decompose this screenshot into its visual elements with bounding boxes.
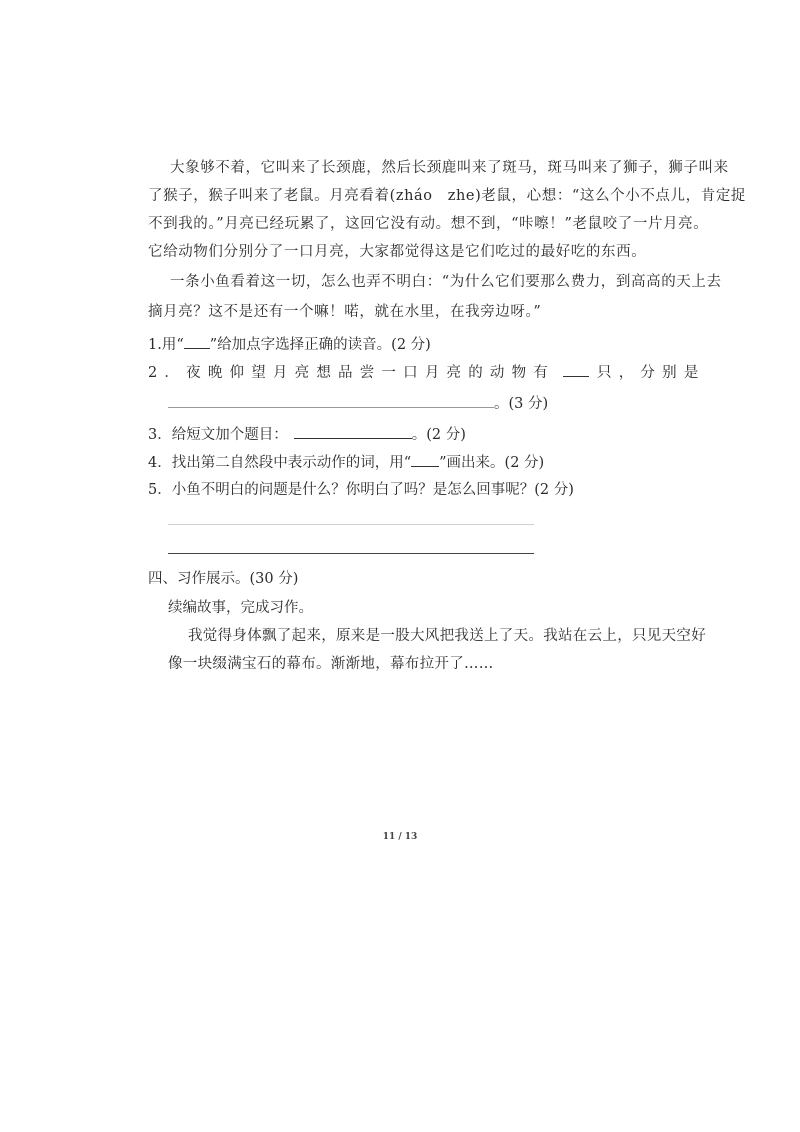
- passage-line: 了猴子，猴子叫来了老鼠。月亮看着(zháo zhe)老鼠，心想：“这么个小不点儿，肯定捉: [148, 188, 747, 204]
- question-1-suffix: ”给加点字选择正确的读音。(2 分): [209, 337, 431, 353]
- writing-instruction: 续编故事，完成习作。: [168, 600, 313, 616]
- question-4-prefix: 4．找出第二自然段中表示动作的词，用“: [148, 455, 412, 471]
- title-blank[interactable]: [294, 424, 412, 439]
- passage-line: 不到我的。”月亮已经玩累了，这回它没有动。想不到，“咔嚓！”老鼠咬了一片月亮。: [148, 216, 709, 232]
- question-1-prefix: 1.用“: [148, 337, 184, 353]
- answer-line-2[interactable]: [168, 553, 534, 554]
- question-5: 5．小鱼不明白的问题是什么？你明白了吗？是怎么回事呢？(2 分): [148, 482, 574, 498]
- answer-line-1[interactable]: [168, 524, 534, 525]
- question-4-suffix: ”画出来。(2 分): [439, 455, 545, 471]
- passage-line: 大象够不着，它叫来了长颈鹿，然后长颈鹿叫来了斑马，斑马叫来了狮子，狮子叫来: [170, 160, 729, 176]
- question-3-suffix: 。(2 分): [411, 427, 466, 443]
- question-2-answer-line: [168, 393, 548, 414]
- question-1: [148, 334, 431, 355]
- underline-mark-sample: [184, 334, 210, 349]
- passage-line: 一条小鱼看着这一切，怎么也弄不明白：“为什么它们要那么费力，到高高的天上去: [170, 274, 722, 290]
- question-2-prefix: 2．夜晚仰望月亮想品尝一口月亮的动物有: [148, 365, 556, 381]
- question-2-suffix: 。(3 分): [494, 396, 549, 412]
- passage-line: 摘月亮？这不是还有一个嘛！喏，就在水里，在我旁边呀。”: [148, 304, 542, 320]
- question-2-middle: 只，分别是: [597, 365, 706, 381]
- passage-line: 它给动物们分别分了一口月亮，大家都觉得这是它们吃过的最好吃的东西。: [148, 244, 647, 260]
- story-prompt-line: 像一块缀满宝石的幕布。渐渐地，幕布拉开了……: [168, 656, 494, 672]
- question-2: [148, 362, 706, 383]
- story-prompt-line: 我觉得身体飘了起来，原来是一股大风把我送上了天。我站在云上，只见天空好: [188, 628, 706, 644]
- question-4: [148, 452, 544, 473]
- underline-mark-sample: [411, 452, 439, 467]
- page-number: 11 / 13: [382, 832, 418, 842]
- section-4-heading: 四、习作展示。(30 分): [148, 571, 299, 587]
- animal-names-blank[interactable]: [168, 393, 494, 408]
- question-3-prefix: 3．给短文加个题目：: [148, 427, 288, 443]
- animal-count-blank[interactable]: [563, 362, 589, 377]
- question-3: [148, 424, 466, 445]
